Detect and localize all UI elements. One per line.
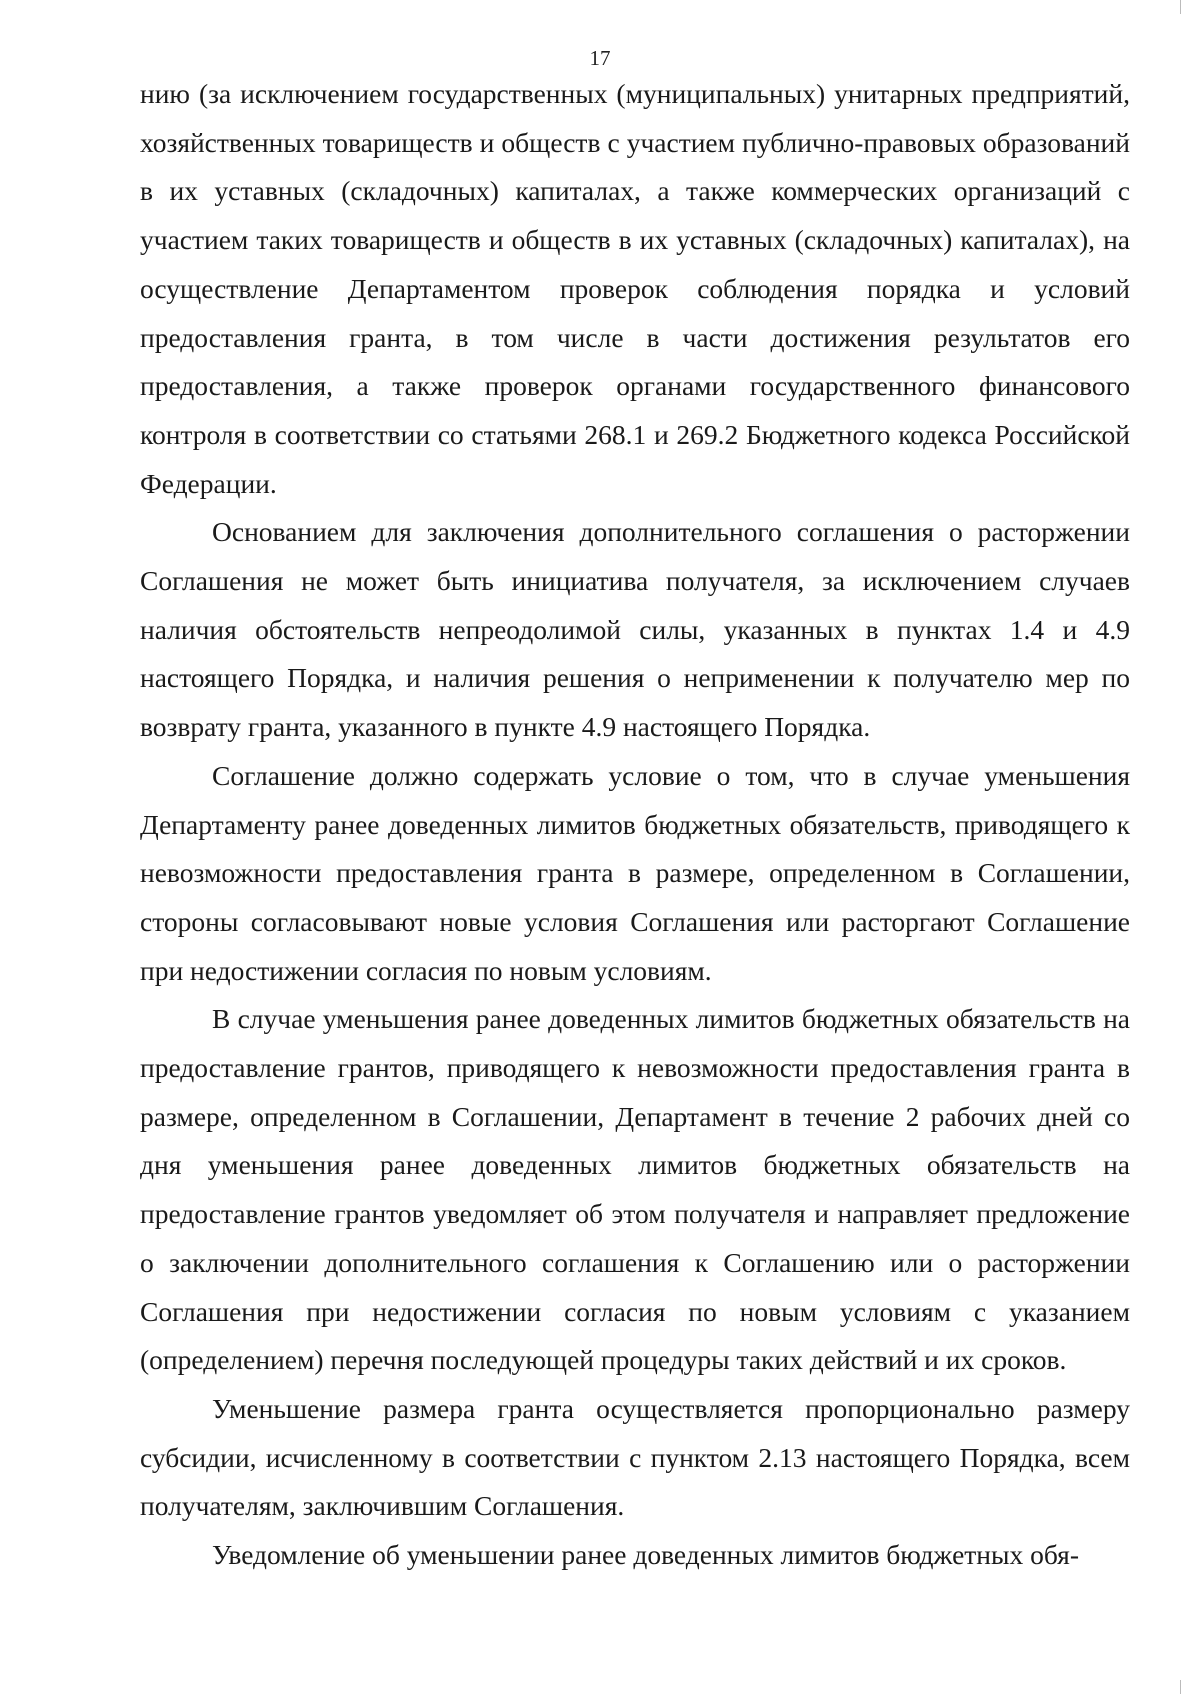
document-body: [140, 70, 1130, 1580]
scan-edge-mark-bottom: [1180, 1680, 1181, 1694]
paragraph-grant-reduction: Уменьшение размера гранта осуществляется пропорционально размеру субсидии, исчисленному в соответствии с пунктом 2.13 настоящего Порядка, всем получателям, заключившим Соглашения.: [140, 1392, 1130, 1522]
paragraph-limits-reduction: В случае уменьшения ранее доведенных лимитов бюджетных обязательств на предоставление грантов, приводящего к невозможности предоставления гранта в размере, определенном в Соглашении, Департамент в течение 2 рабочих дней со дня уменьшения ранее доведенных лимитов бюджетных обязательств на предоставление грантов уведомляет об этом получателя и направляет предложение о заключении дополнительного соглашения к Соглашению или о расторжении Соглашения при недостижении согласия по новым условиям с указанием (определением) перечня последующей процедуры таких действий и их сроков.: [140, 1003, 1130, 1376]
paragraph-continuation: нию (за исключением государственных (муниципальных) унитарных предприятий, хозяйственных товариществ и обществ с участием публично-правовых образований в их уставных (складочных) капиталах, а также коммерческих организаций с участием таких товариществ и обществ в их уставных (складочных) капиталах), на осуществление Департаментом проверок соблюдения порядка и условий предоставления гранта, в том числе в части достижения результатов его предоставления, а также проверок органами государственного финансового контроля в соответствии со статьями 268.1 и 269.2 Бюджетного кодекса Российской Федерации.: [140, 78, 1130, 499]
scan-edge-mark-top: [1180, 0, 1181, 14]
paragraph-agreement-condition: Соглашение должно содержать условие о том, что в случае уменьшения Департаменту ранее доведенных лимитов бюджетных обязательств, приводящего к невозможности предоставления гранта в размере, определенном в Соглашении, стороны согласовывают новые условия Соглашения или расторгают Соглашение при недостижении согласия по новым условиям.: [140, 759, 1130, 986]
page-number: 17: [589, 46, 611, 70]
paragraph-notification: Уведомление об уменьшении ранее доведенных лимитов бюджетных обя-: [212, 1539, 1079, 1571]
paragraph-termination-grounds: Основанием для заключения дополнительного соглашения о расторжении Соглашения не может быть инициатива получателя, за исключением случаев наличия обстоятельств непреодолимой силы, указанных в пунктах 1.4 и 4.9 настоящего Порядка, и наличия решения о неприменении к получателю мер по возврату гранта, указанного в пункте 4.9 настоящего Порядка.: [140, 516, 1130, 743]
